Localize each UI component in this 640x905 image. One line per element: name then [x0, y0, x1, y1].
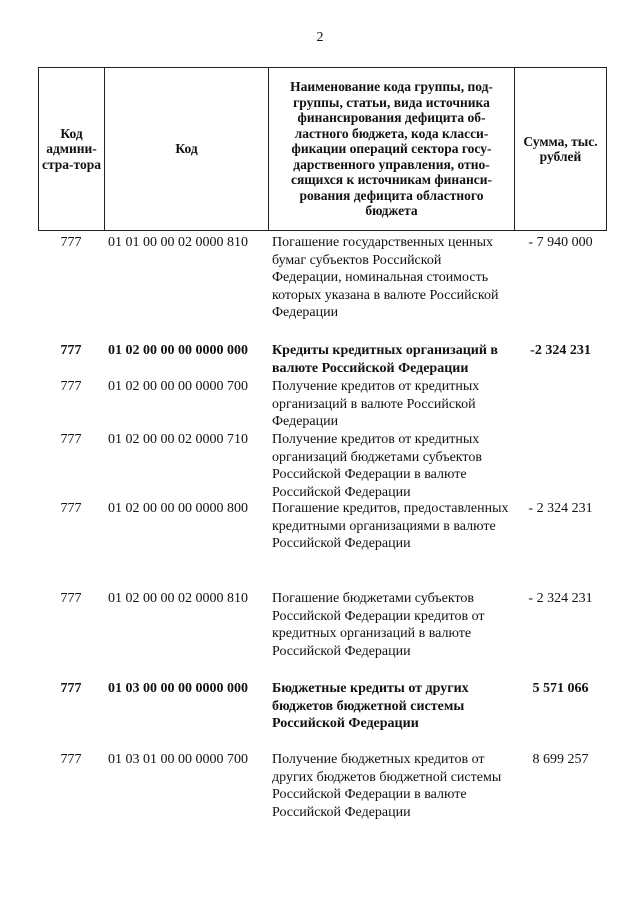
page-number: 2 — [316, 30, 324, 45]
header-admin-code — [38, 67, 104, 231]
row-code: 01 01 00 00 02 0000 810 — [108, 235, 248, 250]
header-sum-text: Сумма, тыс. рублей — [523, 133, 598, 164]
row-name: Получение кредитов от кредитных организаций в валюте Российской Федерации — [272, 379, 480, 429]
row-sum: - 2 324 231 — [528, 591, 593, 606]
row-admin-code: 777 — [60, 432, 82, 447]
row-sum: 5 571 066 — [532, 681, 589, 696]
row-code: 01 02 00 00 00 0000 000 — [108, 343, 248, 358]
header-code-text: Код — [175, 141, 198, 157]
row-code: 01 02 00 00 02 0000 810 — [108, 591, 248, 606]
row-admin-code: 777 — [60, 343, 82, 358]
row-name: Погашение государственных ценных бумаг субъектов Российской Федерации, номинальная стоимость которых указана в валюте Российской Федерации — [272, 235, 499, 320]
row-admin-code: 777 — [60, 379, 82, 394]
row-sum: - 7 940 000 — [528, 235, 593, 250]
row-admin-code: 777 — [60, 681, 82, 696]
row-name: Погашение кредитов, предоставленных кредитными организациями в валюте Российской Федерации — [272, 501, 509, 551]
row-admin-code: 777 — [60, 235, 82, 250]
header-name — [268, 67, 514, 231]
row-name: Бюджетные кредиты от других бюджетов бюджетной системы Российской Федерации — [272, 681, 469, 731]
row-code: 01 02 00 00 00 0000 700 — [108, 379, 248, 394]
row-sum: 8 699 257 — [532, 752, 589, 767]
row-code: 01 02 00 00 00 0000 800 — [108, 501, 248, 516]
row-admin-code: 777 — [60, 591, 82, 606]
row-sum: - 2 324 231 — [528, 501, 593, 516]
row-admin-code: 777 — [60, 752, 82, 767]
row-admin-code: 777 — [60, 501, 82, 516]
header-sum — [514, 67, 607, 231]
row-sum: -2 324 231 — [530, 343, 591, 358]
row-code: 01 03 00 00 00 0000 000 — [108, 681, 248, 696]
header-admin-code-text: Код админи-стра-тора — [41, 125, 101, 172]
row-code: 01 02 00 00 02 0000 710 — [108, 432, 248, 447]
row-name: Получение кредитов от кредитных организаций бюджетами субъектов Российской Федерации в валюте Российской Федерации — [272, 432, 482, 500]
header-name-text: Наименование кода группы, под-группы, статьи, вида источника финансирования дефицита об-ластного бюджета, кода класси-фикации операций сектора госу-дарственного управления, отно-сящихся к источникам финанси-рования дефицита областного бюджета — [290, 79, 493, 219]
row-name: Получение бюджетных кредитов от других бюджетов бюджетной системы Российской Федерации в валюте Российской Федерации — [272, 752, 502, 820]
row-name: Кредиты кредитных организаций в валюте Российской Федерации — [272, 343, 498, 376]
header-code — [104, 67, 268, 231]
row-code: 01 03 01 00 00 0000 700 — [108, 752, 248, 767]
row-name: Погашение бюджетами субъектов Российской Федерации кредитов от кредитных организаций в валюте Российской Федерации — [272, 591, 485, 659]
